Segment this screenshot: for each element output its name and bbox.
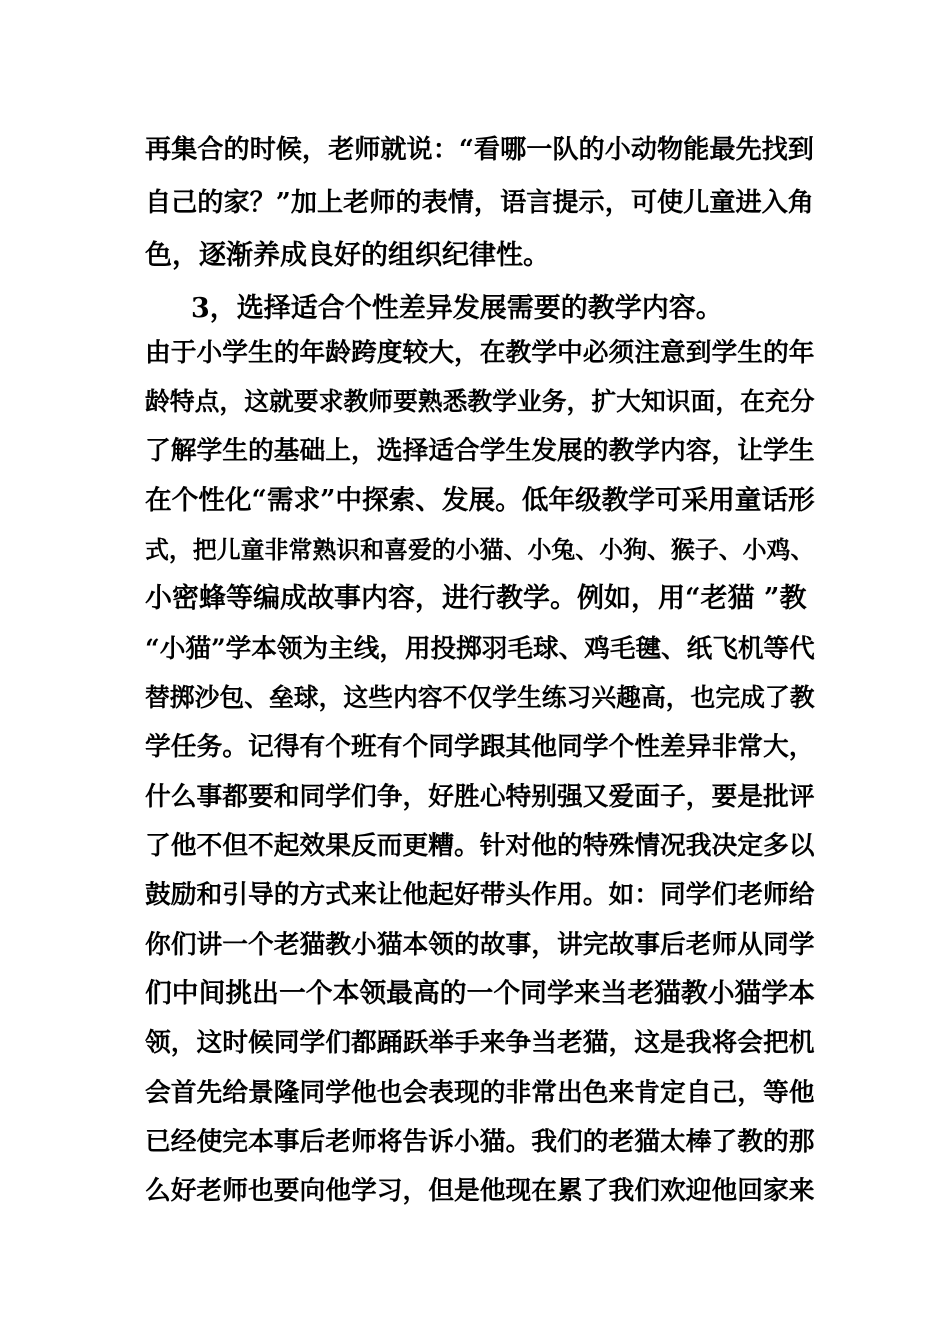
text-line: 了解学生的基础上，选择适合学生发展的教学内容，让学生 bbox=[145, 436, 815, 466]
text-line: 在个性化“需求”中探索、发展。低年级教学可采用童话形 bbox=[145, 485, 815, 516]
text-line: 由于小学生的年龄跨度较大，在教学中必须注意到学生的年 bbox=[145, 338, 815, 368]
text-line: 么好老师也要向他学习，但是他现在累了我们欢迎他回家来 bbox=[145, 1176, 815, 1206]
text-line: 已经使完本事后老师将告诉小猫。我们的老猫太棒了教的那 bbox=[145, 1127, 815, 1157]
text-line: 什么事都要和同学们争，好胜心特别强又爱面子，要是批评 bbox=[145, 782, 815, 812]
text-line: 们中间挑出一个本领最高的一个同学来当老猫教小猫学本 bbox=[145, 978, 815, 1009]
text-line: 领，这时候同学们都踊跃举手来争当老猫，这是我将会把机 bbox=[145, 1028, 815, 1058]
text-line: 会首先给景隆同学他也会表现的非常出色来肯定自己，等他 bbox=[145, 1078, 815, 1108]
text-line: 你们讲一个老猫教小猫本领的故事，讲完故事后老师从同学 bbox=[145, 930, 815, 960]
text-line-indented: 3，选择适合个性差异发展需要的教学内容。 bbox=[191, 293, 723, 324]
text-line: 鼓励和引导的方式来让他起好带头作用。如：同学们老师给 bbox=[145, 880, 815, 910]
text-line: “小猫”学本领为主线，用投掷羽毛球、鸡毛毽、纸飞机等代 bbox=[145, 634, 815, 664]
text-line: 小密蜂等编成故事内容，进行教学。例如，用“老猫 ”教 bbox=[145, 583, 807, 614]
text-line: 自己的家？”加上老师的表情，语言提示，可使儿童进入角 bbox=[145, 187, 814, 218]
text-line: 龄特点，这就要求教师要熟悉教学业务，扩大知识面，在充分 bbox=[145, 387, 815, 416]
text-line: 学任务。记得有个班有个同学跟其他同学个性差异非常大， bbox=[145, 732, 815, 762]
text-line: 替掷沙包、垒球，这些内容不仅学生练习兴趣高，也完成了教 bbox=[145, 683, 815, 712]
text-line: 了他不但不起效果反而更糟。针对他的特殊情况我决定多以 bbox=[145, 831, 815, 861]
text-line: 再集合的时候，老师就说：“看哪一队的小动物能最先找到 bbox=[145, 134, 814, 165]
text-line: 色，逐渐养成良好的组织纪律性。 bbox=[145, 240, 550, 271]
text-line: 式，把儿童非常熟识和喜爱的小猫、小兔、小狗、猴子、小鸡、 bbox=[145, 536, 815, 564]
